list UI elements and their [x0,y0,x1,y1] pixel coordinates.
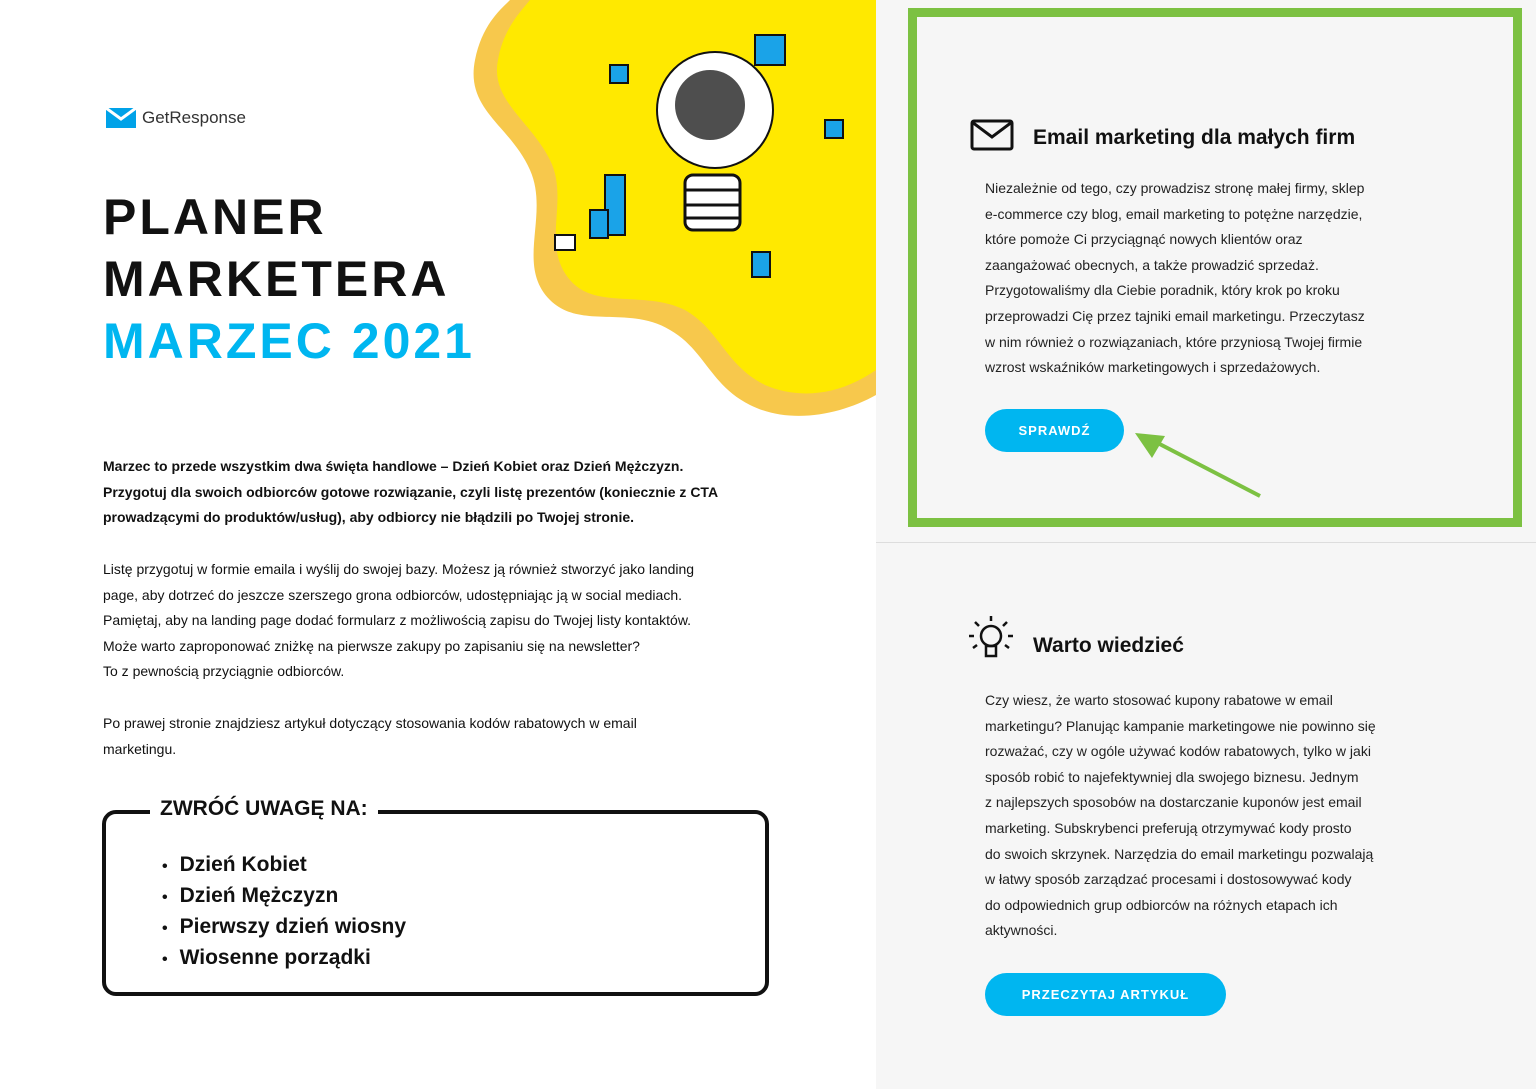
title-line: MARKETERA [103,251,450,307]
list-item: • Dzień Mężczyzn [162,881,406,912]
page-title [103,186,475,372]
text-line: wzrost wskaźników marketingowych i sprzedażowych. [985,359,1321,376]
lightbulb-icon [967,614,1015,662]
text-line: Niezależnie od tego, czy prowadzisz stronę małej firmy, sklep [985,180,1365,196]
text-line: e-commerce czy blog, email marketing to potężne narzędzie, [985,205,1363,222]
text-line: To z pewnością przyciągnie odbiorców. [103,663,345,680]
text-line: marketingu? Planując kampanie marketingowe nie powinno się [985,717,1376,734]
text-line: Pamiętaj, aby na landing page dodać formularz z możliwością zapisu do Twojej listy kontaktów. [103,612,692,629]
tips-section-text [985,688,1376,944]
title-month: MARZEC 2021 [103,313,475,369]
attention-list [162,850,406,974]
title-line: PLANER [103,189,327,245]
text-line: w nim również o rozwiązaniach, które przyniosą Twojej firmie [985,333,1363,350]
text-line: aktywności. [985,922,1058,939]
email-section-text [985,176,1365,381]
text-line: zaangażować obecnych, a także prowadzić sprzedaż. [985,256,1319,273]
lightbulb-illustration [470,0,876,420]
text-line: przeprowadzi Cię przez tajniki email marketingu. Przeczytasz [985,307,1365,324]
read-article-button[interactable]: PRZECZYTAJ ARTYKUŁ [985,973,1226,1016]
text-line: marketingu. [103,740,177,757]
logo-text: GetResponse [142,108,246,127]
email-section-title: Email marketing dla małych firm [1033,126,1356,149]
attention-box [102,810,769,996]
text-line: do odpowiednich grup odbiorców na różnych etapach ich [985,896,1338,913]
text-line: Przygotuj dla swoich odbiorców gotowe rozwiązanie, czyli listę prezentów (koniecznie z CTA [103,483,719,500]
text-line: prowadzącymi do produktów/usług), aby odbiorcy nie błądzili po Twojej stronie. [103,509,635,526]
text-line: page, aby dotrzeć do jeszcze szerszego grona odbiorców, udostępniając ją w social mediach. [103,586,682,603]
intro-bold [103,454,718,531]
text-line: Listę przygotuj w formie emaila i wyślij do swojej bazy. Możesz ją również stworzyć jako landing [103,561,695,577]
text-line: marketing. Subskrybenci preferują otrzymywać kody prosto [985,819,1352,836]
text-line: Po prawej stronie znajdziesz artykuł dotyczący stosowania kodów rabatowych w email [103,715,637,731]
section-divider [876,542,1536,543]
text-line: Czy wiesz, że warto stosować kupony rabatowe w email [985,692,1333,708]
text-line: które pomoże Ci przyciągnąć nowych klientów oraz [985,231,1303,248]
envelope-icon [970,119,1014,151]
attention-title: ZWRÓĆ UWAGĘ NA: [150,797,378,821]
getresponse-logo[interactable] [106,108,246,128]
text-line: rozważać, czy w ogóle używać kodów rabatowych, tylko w jaki [985,743,1371,760]
text-line: Może warto zaproponować zniżkę na pierwsze zakupy po zapisaniu się na newsletter? [103,637,640,654]
list-item: • Pierwszy dzień wiosny [162,912,406,943]
check-button[interactable]: SPRAWDŹ [985,409,1124,452]
list-item: • Dzień Kobiet [162,850,406,881]
intro-para2 [103,557,694,685]
intro-para3 [103,711,637,762]
list-item: • Wiosenne porządki [162,943,406,974]
text-line: Przygotowaliśmy dla Ciebie poradnik, który krok po kroku [985,282,1340,299]
text-line: sposób robić to najefektywniej dla swojego biznesu. Jednym [985,768,1359,785]
arrow-icon [1130,428,1270,503]
text-line: w łatwy sposób zarządzać procesami i dostosowywać kody [985,871,1352,888]
text-line: z najlepszych sposobów na dostarczanie kuponów jest email [985,794,1362,811]
text-line: Marzec to przede wszystkim dwa święta handlowe – Dzień Kobiet oraz Dzień Mężczyzn. [103,458,684,474]
envelope-logo-icon [106,108,136,128]
text-line: do swoich skrzynek. Narzędzia do email marketingu pozwalają [985,845,1374,862]
tips-section-title: Warto wiedzieć [1033,634,1184,657]
